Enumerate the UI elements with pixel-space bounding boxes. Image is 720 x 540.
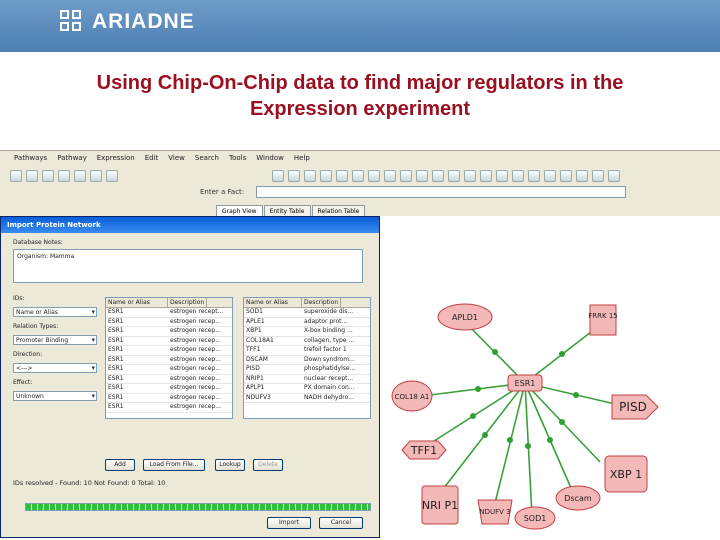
source-protein-list[interactable] [105, 297, 233, 419]
delete-button[interactable]: Delete [253, 459, 283, 471]
node-frrk15[interactable] [590, 305, 616, 335]
list-item[interactable]: PISD phosphatidylse... [244, 365, 370, 375]
effect-select[interactable]: Unknown ▾ [13, 391, 97, 401]
grid-icon[interactable] [336, 170, 348, 182]
toolbar-right [270, 166, 622, 186]
menubar [0, 151, 720, 165]
menu-view[interactable]: View [168, 154, 185, 162]
label-pisd: PISD [619, 400, 647, 414]
print-icon[interactable] [464, 170, 476, 182]
menu-edit[interactable]: Edit [144, 154, 159, 162]
refresh-icon[interactable] [528, 170, 540, 182]
list-item[interactable]: ESR1 estrogen recept... [106, 308, 232, 318]
link-icon[interactable] [416, 170, 428, 182]
list-item[interactable]: ESR1 estrogen recep... [106, 346, 232, 356]
filter-icon[interactable] [400, 170, 412, 182]
arrow-icon[interactable] [384, 170, 396, 182]
menu-pathways[interactable]: Pathways [14, 154, 48, 162]
edge-dot [525, 443, 531, 449]
logo-text: ARIADNE [92, 10, 195, 33]
select-icon[interactable] [288, 170, 300, 182]
list-item[interactable]: APLE1 adaptor prot... [244, 318, 370, 328]
export-icon[interactable] [480, 170, 492, 182]
relation-type-select[interactable]: Promoter Binding ▾ [13, 335, 97, 345]
edge-dot [547, 437, 553, 443]
slide-title [0, 70, 720, 122]
tree-icon[interactable] [352, 170, 364, 182]
target-protein-list[interactable] [243, 297, 371, 419]
find-icon[interactable] [42, 170, 54, 182]
col-description[interactable]: Description [168, 298, 207, 307]
list-item[interactable]: ESR1 estrogen recep... [106, 337, 232, 347]
list-item[interactable]: COL18A1 collagen, type ... [244, 337, 370, 347]
list-item[interactable]: NRIP1 nuclear recept... [244, 375, 370, 385]
zoom-out-icon[interactable] [560, 170, 572, 182]
list-item[interactable]: ESR1 estrogen recep... [106, 384, 232, 394]
label-col18a1: COL18 A1 [394, 393, 430, 401]
zoom-fit-icon[interactable] [576, 170, 588, 182]
logo [60, 10, 195, 34]
zoom-select-icon[interactable] [608, 170, 620, 182]
label-tff1: TFF1 [410, 444, 438, 457]
tab-relation-table[interactable]: Relation Table [312, 205, 366, 218]
layout-icon[interactable] [272, 170, 284, 182]
undo-icon[interactable] [106, 170, 118, 182]
label-dscam: Dscam [564, 494, 592, 503]
database-notes-label: Database Notes: [13, 239, 63, 246]
list-item[interactable]: XBP1 X-box binding ... [244, 327, 370, 337]
menu-pathway[interactable]: Pathway [57, 154, 87, 162]
zoom-100-icon[interactable] [592, 170, 604, 182]
lookup-button[interactable]: Lookup [215, 459, 245, 471]
effect-label: Effect: [13, 379, 33, 386]
progress-bar [25, 503, 371, 511]
id-type-select[interactable]: Name or Alias ▾ [13, 307, 97, 317]
app-window [0, 150, 720, 216]
label-frrk15: FRRK 15 [588, 312, 618, 320]
title-line-1: Using Chip-On-Chip data to find major regulators in the [96, 72, 624, 94]
progress-fill [26, 504, 370, 510]
protein-network-graph [390, 290, 720, 540]
toolbar-left [8, 166, 120, 186]
tool-icon[interactable] [74, 170, 86, 182]
delete-icon[interactable] [90, 170, 102, 182]
forward-icon[interactable] [448, 170, 460, 182]
status-text: IDs resolved - Found: 10 Not Found: 0 Total: 10 [13, 479, 166, 487]
edge-dot [507, 437, 513, 443]
list-item[interactable]: ESR1 estrogen recep... [106, 365, 232, 375]
database-notes-field [13, 249, 363, 283]
edge [525, 383, 532, 515]
list-item[interactable]: ESR1 estrogen recep... [106, 403, 232, 413]
direction-select[interactable]: <---> ▾ [13, 363, 97, 373]
hierarchy-icon[interactable] [368, 170, 380, 182]
menu-window[interactable]: Window [256, 154, 284, 162]
direction-label: Direction: [13, 351, 43, 358]
edge [440, 383, 525, 493]
node-icon[interactable] [304, 170, 316, 182]
col-name-alias[interactable]: Name or Alias [106, 298, 168, 307]
tab-graph-view[interactable]: Graph View [216, 205, 263, 218]
relation-types-label: Relation Types: [13, 323, 59, 330]
list-item[interactable]: TFF1 trefoil factor 1 [244, 346, 370, 356]
network-nodes [392, 304, 658, 529]
camera-icon[interactable] [496, 170, 508, 182]
label-sod1: SOD1 [523, 514, 547, 523]
label-esr1: ESR1 [514, 379, 536, 388]
edge-dot [573, 392, 579, 398]
binoculars-icon[interactable] [58, 170, 70, 182]
edge-icon[interactable] [320, 170, 332, 182]
menu-search[interactable]: Search [194, 154, 219, 162]
edge-dot [492, 349, 498, 355]
add-button[interactable]: Add [105, 459, 135, 471]
menu-help[interactable]: Help [293, 154, 310, 162]
back-icon[interactable] [432, 170, 444, 182]
list-item[interactable]: NDUFV3 NADH dehydro... [244, 394, 370, 404]
label-ndufv3: NDUFV 3 [479, 508, 511, 516]
list-item[interactable]: ESR1 estrogen recep... [106, 318, 232, 328]
edge-dot [559, 351, 565, 357]
edge-markers [470, 349, 579, 449]
list-item[interactable]: ESR1 estrogen recep... [106, 394, 232, 404]
load-from-file-button[interactable]: Load From File... [143, 459, 205, 471]
import-button[interactable]: Import [267, 517, 311, 529]
menu-expression[interactable]: Expression [96, 154, 135, 162]
fact-input[interactable] [256, 186, 626, 198]
list-item[interactable]: ESR1 estrogen recep... [106, 375, 232, 385]
dialog-title: Import Protein Network [1, 217, 379, 233]
label-nrip1: NRI P1 [421, 499, 459, 512]
edge-dot [482, 432, 488, 438]
label-apld1: APLD1 [451, 313, 479, 322]
fit-icon[interactable] [512, 170, 524, 182]
cancel-button[interactable]: Cancel [319, 517, 363, 529]
list-item[interactable]: APLP1 PX domain con... [244, 384, 370, 394]
entry-label: Enter a Fact: [200, 188, 245, 196]
import-protein-network-dialog [0, 216, 380, 538]
col-description[interactable]: Description [302, 298, 341, 307]
list-item[interactable]: SOD1 superoxide dis... [244, 308, 370, 318]
edge-dot [559, 419, 565, 425]
title-line-2: Expression experiment [249, 98, 471, 120]
list-item[interactable]: ESR1 estrogen recep... [106, 327, 232, 337]
open-icon[interactable] [26, 170, 38, 182]
tab-entity-table[interactable]: Entity Table [264, 205, 311, 218]
list-item[interactable]: DSCAM Down syndrom... [244, 356, 370, 366]
menu-tools[interactable]: Tools [228, 154, 247, 162]
edge-dot [475, 386, 481, 392]
new-icon[interactable] [10, 170, 22, 182]
organism-text: Organism: Mamma [17, 253, 75, 260]
ariadne-logo-icon [60, 10, 84, 34]
list-item[interactable]: ESR1 estrogen recep... [106, 356, 232, 366]
col-name-alias[interactable]: Name or Alias [244, 298, 302, 307]
ids-label: IDs: [13, 295, 25, 302]
zoom-in-icon[interactable] [544, 170, 556, 182]
slide-header [0, 0, 720, 52]
label-xbp1: XBP 1 [609, 468, 643, 481]
edge-dot [470, 413, 476, 419]
